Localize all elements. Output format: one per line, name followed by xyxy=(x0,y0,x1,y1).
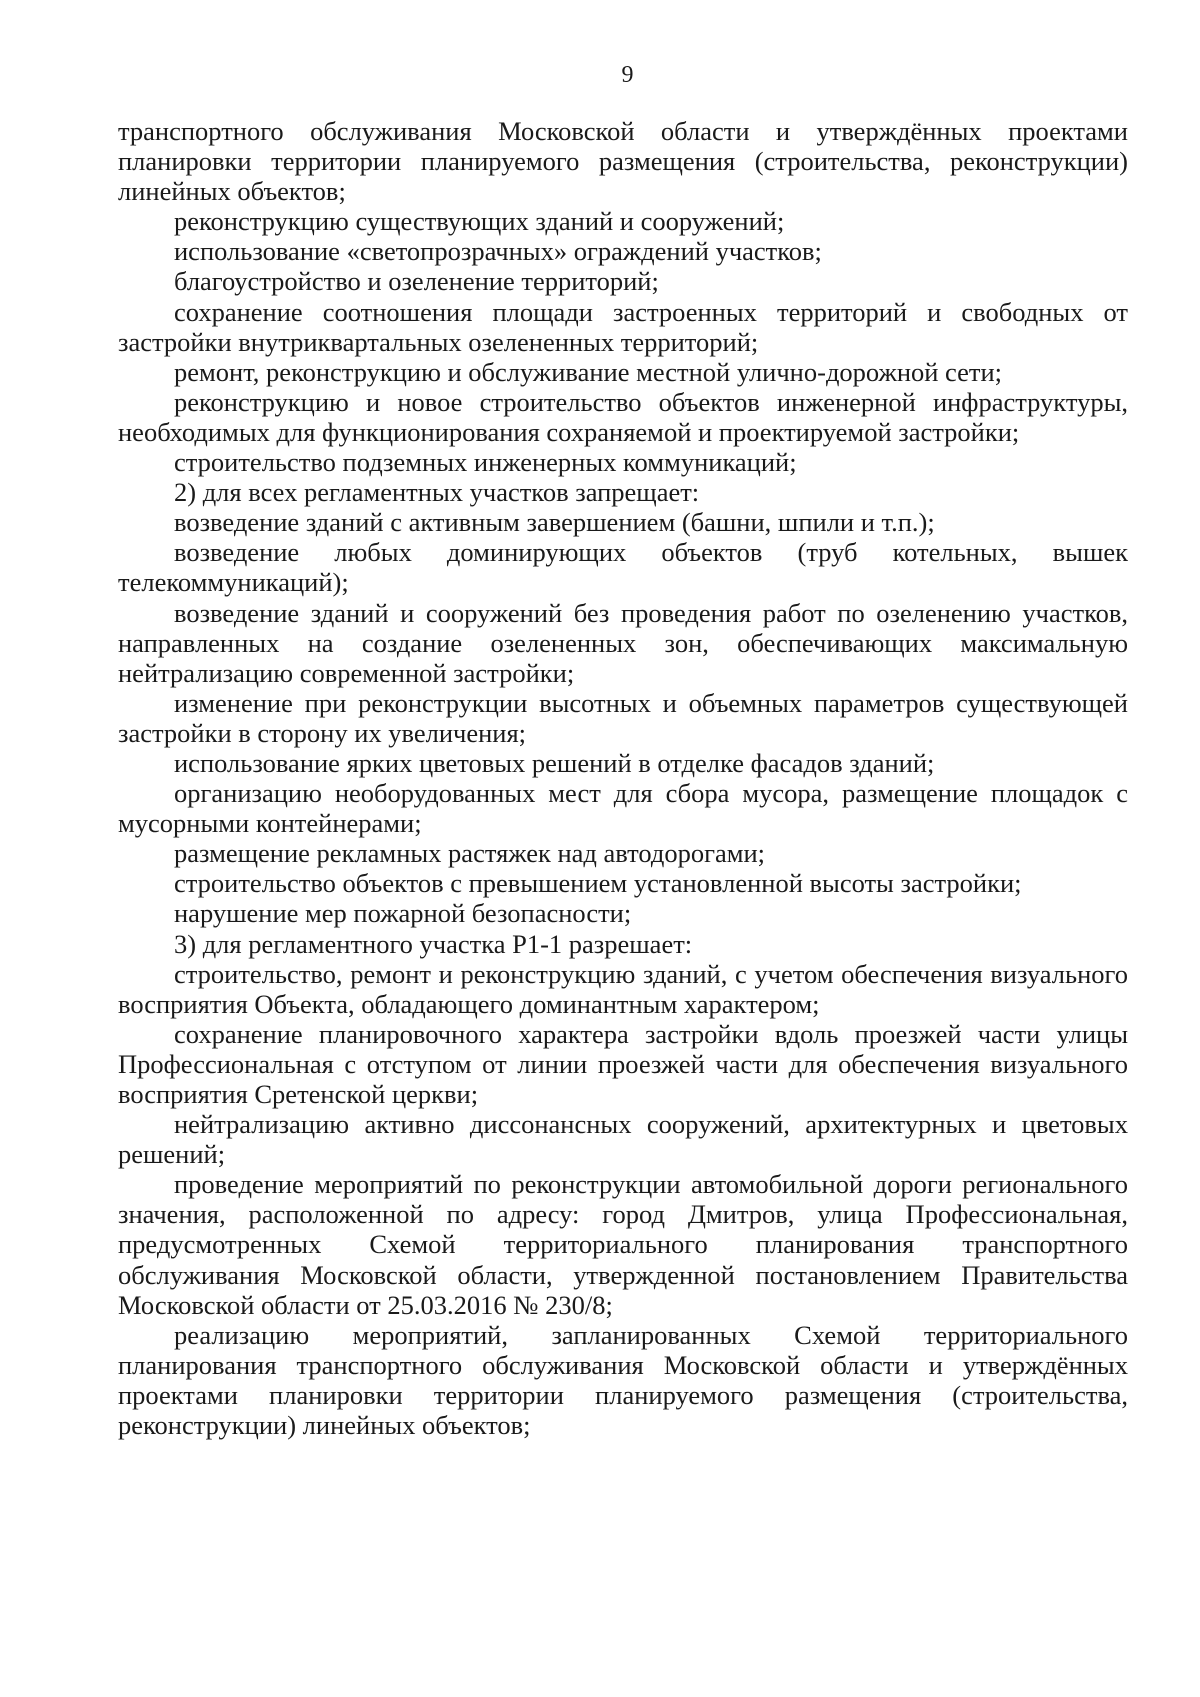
paragraph: сохранение планировочного характера застройки вдоль проезжей части улицы Профессиональная с отступом от линии проезжей части для обеспечения визуального восприятия Сретенской церкви; xyxy=(118,1018,1128,1109)
paragraph: ремонт, реконструкцию и обслуживание местной улично-дорожной сети; xyxy=(174,356,1003,387)
paragraph: использование «светопрозрачных» ограждений участков; xyxy=(174,236,822,267)
page-number: 9 xyxy=(621,62,634,88)
paragraph: строительство подземных инженерных коммуникаций; xyxy=(174,447,797,478)
paragraph: нарушение мер пожарной безопасности; xyxy=(174,898,632,929)
paragraph: реализацию мероприятий, запланированных Схемой территориального планирования транспортного обслуживания Московской области и утверждённых проектами планировки территории планируемого размещения (строительства, реконструкции) линейных объектов; xyxy=(118,1319,1128,1441)
paragraph: 3) для регламентного участка Р1-1 разрешает: xyxy=(174,928,693,959)
document-body xyxy=(118,116,1128,1440)
paragraph: реконструкцию существующих зданий и сооружений; xyxy=(174,206,785,237)
paragraph: организацию необорудованных мест для сбора мусора, размещение площадок с мусорными контейнерами; xyxy=(118,778,1128,839)
paragraph: использование ярких цветовых решений в отделке фасадов зданий; xyxy=(174,747,935,778)
paragraph: изменение при реконструкции высотных и объемных параметров существующей застройки в сторону их увеличения; xyxy=(118,687,1128,748)
paragraph: возведение зданий и сооружений без проведения работ по озеленению участков, направленных на создание озелененных зон, обеспечивающих максимальную нейтрализацию современной застройки; xyxy=(118,597,1128,688)
paragraph: 2) для всех регламентных участков запрещает: xyxy=(174,477,700,508)
paragraph: сохранение соотношения площади застроенных территорий и свободных от застройки внутриквартальных озелененных территорий; xyxy=(118,296,1128,357)
paragraph: размещение рекламных растяжек над автодорогами; xyxy=(174,838,766,869)
paragraph: нейтрализацию активно диссонансных сооружений, архитектурных и цветовых решений; xyxy=(118,1109,1128,1170)
paragraph: строительство, ремонт и реконструкцию зданий, с учетом обеспечения визуального восприятия Объекта, обладающего доминантным характером; xyxy=(118,958,1128,1019)
paragraph: реконструкцию и новое строительство объектов инженерной инфраструктуры, необходимых для функционирования сохраняемой и проектируемой застройки; xyxy=(118,386,1128,447)
paragraph: строительство объектов с превышением установленной высоты застройки; xyxy=(174,868,1022,899)
paragraph: проведение мероприятий по реконструкции автомобильной дороги регионального значения, расположенной по адресу: город Дмитров, улица Профессиональная, предусмотренных Схемой территориального планирования транспортного обслуживания Московской области, утвержденной постановлением Правительства Московской области от 25.03.2016 № 230/8; xyxy=(118,1169,1128,1320)
paragraph: транспортного обслуживания Московской области и утверждённых проектами планировки территории планируемого размещения (строительства, реконструкции) линейных объектов; xyxy=(118,116,1128,207)
paragraph: благоустройство и озеленение территорий; xyxy=(174,266,659,297)
paragraph: возведение любых доминирующих объектов (труб котельных, вышек телекоммуникаций); xyxy=(118,537,1128,598)
paragraph: возведение зданий с активным завершением (башни, шпили и т.п.); xyxy=(174,507,935,538)
